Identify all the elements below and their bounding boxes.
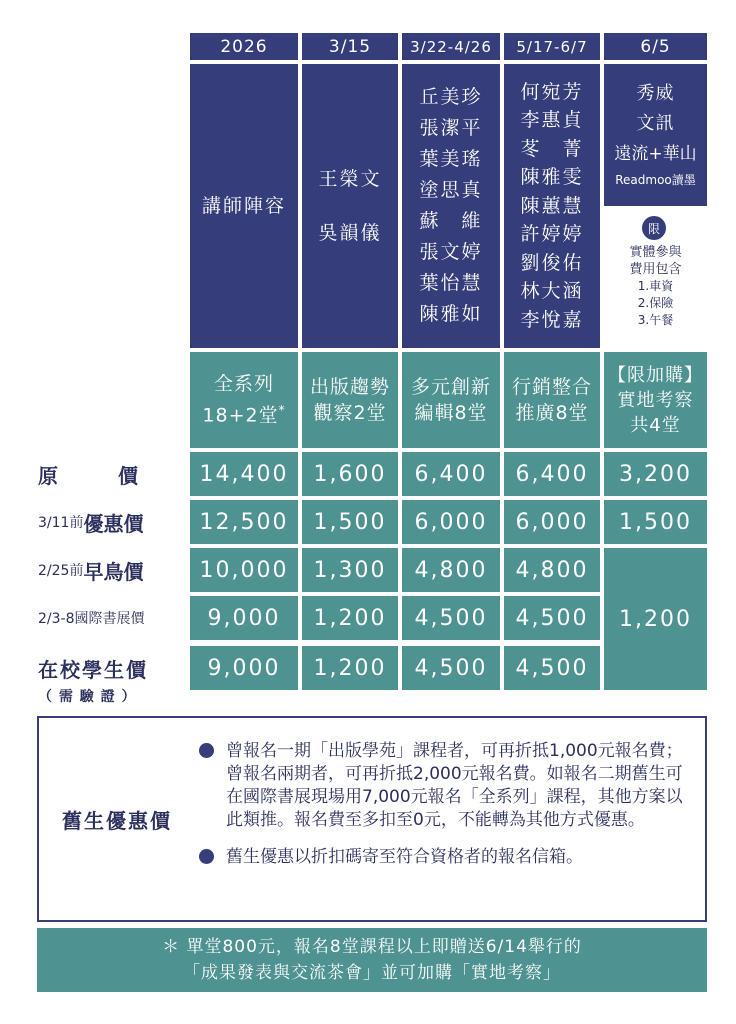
instructor-name: 劉俊佑 [520, 251, 584, 274]
instructors-col3 [504, 64, 600, 348]
price-cell: 4,500 [504, 646, 600, 690]
price-cell: 4,500 [402, 646, 500, 690]
row-label-student [38, 646, 188, 690]
price-cell: 9,000 [190, 596, 298, 640]
instructors-label-text: 講師陣容 [201, 194, 286, 217]
price-cell: 1,500 [604, 500, 707, 544]
package-line: 多元創新 [410, 376, 491, 398]
bullet-dot-icon [199, 743, 214, 758]
alumni-bullet [199, 740, 699, 832]
price-cell: 10,000 [190, 548, 298, 592]
instructor-name: 何宛芳 [520, 80, 584, 103]
partner-name: 遠流+華山 [614, 144, 697, 164]
bullet-dot-icon [199, 849, 214, 864]
footer-note [37, 928, 707, 992]
row-label-text: 優惠價 [83, 511, 144, 536]
partner-name: Readmoo讀墨 [615, 173, 696, 187]
price-cell: 3,200 [604, 452, 707, 496]
price-cell: 4,800 [504, 548, 600, 592]
instructor-name: 苳 菁 [520, 137, 584, 160]
row-label-small: 2/25前 [38, 563, 84, 579]
price-cell: 4,800 [402, 548, 500, 592]
package-line: 共4堂 [630, 414, 681, 436]
field-note-line: 2.保險 [637, 296, 674, 310]
row-label-small: 2/3-8國際書展價 [38, 611, 145, 627]
field-note-line: 費用包含 [629, 262, 682, 277]
price-cell: 6,000 [402, 500, 500, 544]
field-note-line: 實體參與 [629, 245, 682, 260]
row-label-discount [38, 500, 188, 544]
asterisk-mark: * [278, 403, 286, 418]
price-cell: 1,500 [302, 500, 398, 544]
package-line: 行銷整合 [511, 376, 592, 398]
header-date-2: 3/22-4/26 [402, 33, 500, 60]
price-cell: 1,600 [302, 452, 398, 496]
price-cell: 12,500 [190, 500, 298, 544]
field-note-line: 3.午餐 [637, 313, 674, 327]
package-line-text: 18+2堂 [202, 404, 279, 427]
instructor-name: 吳韻儀 [318, 222, 382, 244]
student-verify-note: （ 需 驗 證 ） [38, 689, 137, 705]
alumni-bullets [199, 740, 699, 869]
price-cell: 14,400 [190, 452, 298, 496]
package-line: 編輯8堂 [414, 402, 488, 424]
row-label-early-bird [38, 548, 188, 592]
row-label-text: 在校學生價 [38, 657, 148, 682]
price-cell: 4,500 [504, 596, 600, 640]
package-line: 【限加購】 [608, 364, 703, 386]
header-date-4: 6/5 [604, 33, 707, 60]
field-trip-note [604, 210, 707, 348]
package-line: 實地考察 [617, 389, 694, 411]
alumni-bullet-text: 舊生優惠以折扣碼寄至符合資格者的報名信箱。 [226, 847, 583, 867]
limited-badge: 限 [642, 216, 666, 240]
row-label-small: 3/11前 [38, 515, 84, 531]
package-line: 出版趨勢 [309, 376, 390, 398]
instructor-name: 張文婷 [419, 241, 483, 263]
row-label-text: 早鳥價 [83, 559, 144, 584]
instructor-name: 張潔平 [419, 117, 483, 139]
instructor-name: 陳蕙慧 [520, 194, 584, 217]
header-year: 2026 [190, 33, 298, 60]
package-field-trip [604, 352, 707, 448]
package-line: 全系列 [213, 373, 274, 396]
package-line: 觀察2堂 [313, 402, 387, 424]
instructor-name: 陳雅如 [419, 303, 483, 325]
header-date-3: 5/17-6/7 [504, 33, 600, 60]
alumni-title: 舊生優惠價 [62, 808, 172, 833]
alumni-bullet-text: 曾報名一期「出版學苑」課程者，可再折抵1,000元報名費；曾報名兩期者，可再折抵2,000元報名費。如報名二期舊生可在國際書展現場用7,000元報名「全系列」課程，其他方案以此類推。報名費至多扣至0元，不能轉為其他方式優惠。 [226, 741, 683, 830]
package-full-series [190, 352, 298, 448]
price-cell: 6,000 [504, 500, 600, 544]
partner-name: 文訊 [636, 113, 675, 134]
instructors-col2 [402, 64, 500, 348]
price-cell: 1,300 [302, 548, 398, 592]
instructors-label [190, 64, 298, 348]
instructor-name: 葉美瑤 [419, 148, 483, 170]
package-line: 推廣8堂 [515, 402, 589, 424]
package-editing [402, 352, 500, 448]
price-cell: 4,500 [402, 596, 500, 640]
footer-line: 「成果發表與交流茶會」並可加購「實地考察」 [183, 963, 561, 983]
package-trends [302, 352, 398, 448]
merged-field-price: 1,200 [604, 548, 707, 690]
package-line [202, 397, 285, 428]
package-marketing [504, 352, 600, 448]
footer-line: ＊ 單堂800元，報名8堂課程以上即贈送6/14舉行的 [162, 937, 582, 957]
alumni-box [37, 716, 707, 922]
row-label-book-fair [38, 596, 188, 640]
instructor-name: 許婷婷 [520, 223, 584, 246]
instructor-name: 李悅嘉 [520, 308, 584, 331]
instructor-name: 王榮文 [318, 168, 382, 190]
partner-name: 秀威 [636, 83, 675, 104]
header-date-1: 3/15 [302, 33, 398, 60]
instructor-name: 陳雅雯 [520, 166, 584, 189]
field-note-line: 1.車資 [637, 279, 674, 293]
price-cell: 9,000 [190, 646, 298, 690]
price-cell: 1,200 [302, 596, 398, 640]
instructors-col4 [604, 64, 707, 206]
row-label-original [38, 452, 188, 496]
instructors-col1 [302, 64, 398, 348]
price-cell: 1,200 [302, 646, 398, 690]
instructor-name: 葉怡慧 [419, 272, 483, 294]
instructor-name: 林大涵 [520, 280, 584, 303]
price-cell: 6,400 [402, 452, 500, 496]
row-label-text: 原 價 [38, 463, 138, 488]
instructor-name: 塗思真 [419, 179, 483, 201]
instructor-name: 丘美珍 [419, 86, 483, 108]
price-cell: 6,400 [504, 452, 600, 496]
instructor-name: 蘇 維 [419, 210, 483, 232]
alumni-bullet [199, 846, 699, 869]
instructor-name: 李惠貞 [520, 109, 584, 132]
